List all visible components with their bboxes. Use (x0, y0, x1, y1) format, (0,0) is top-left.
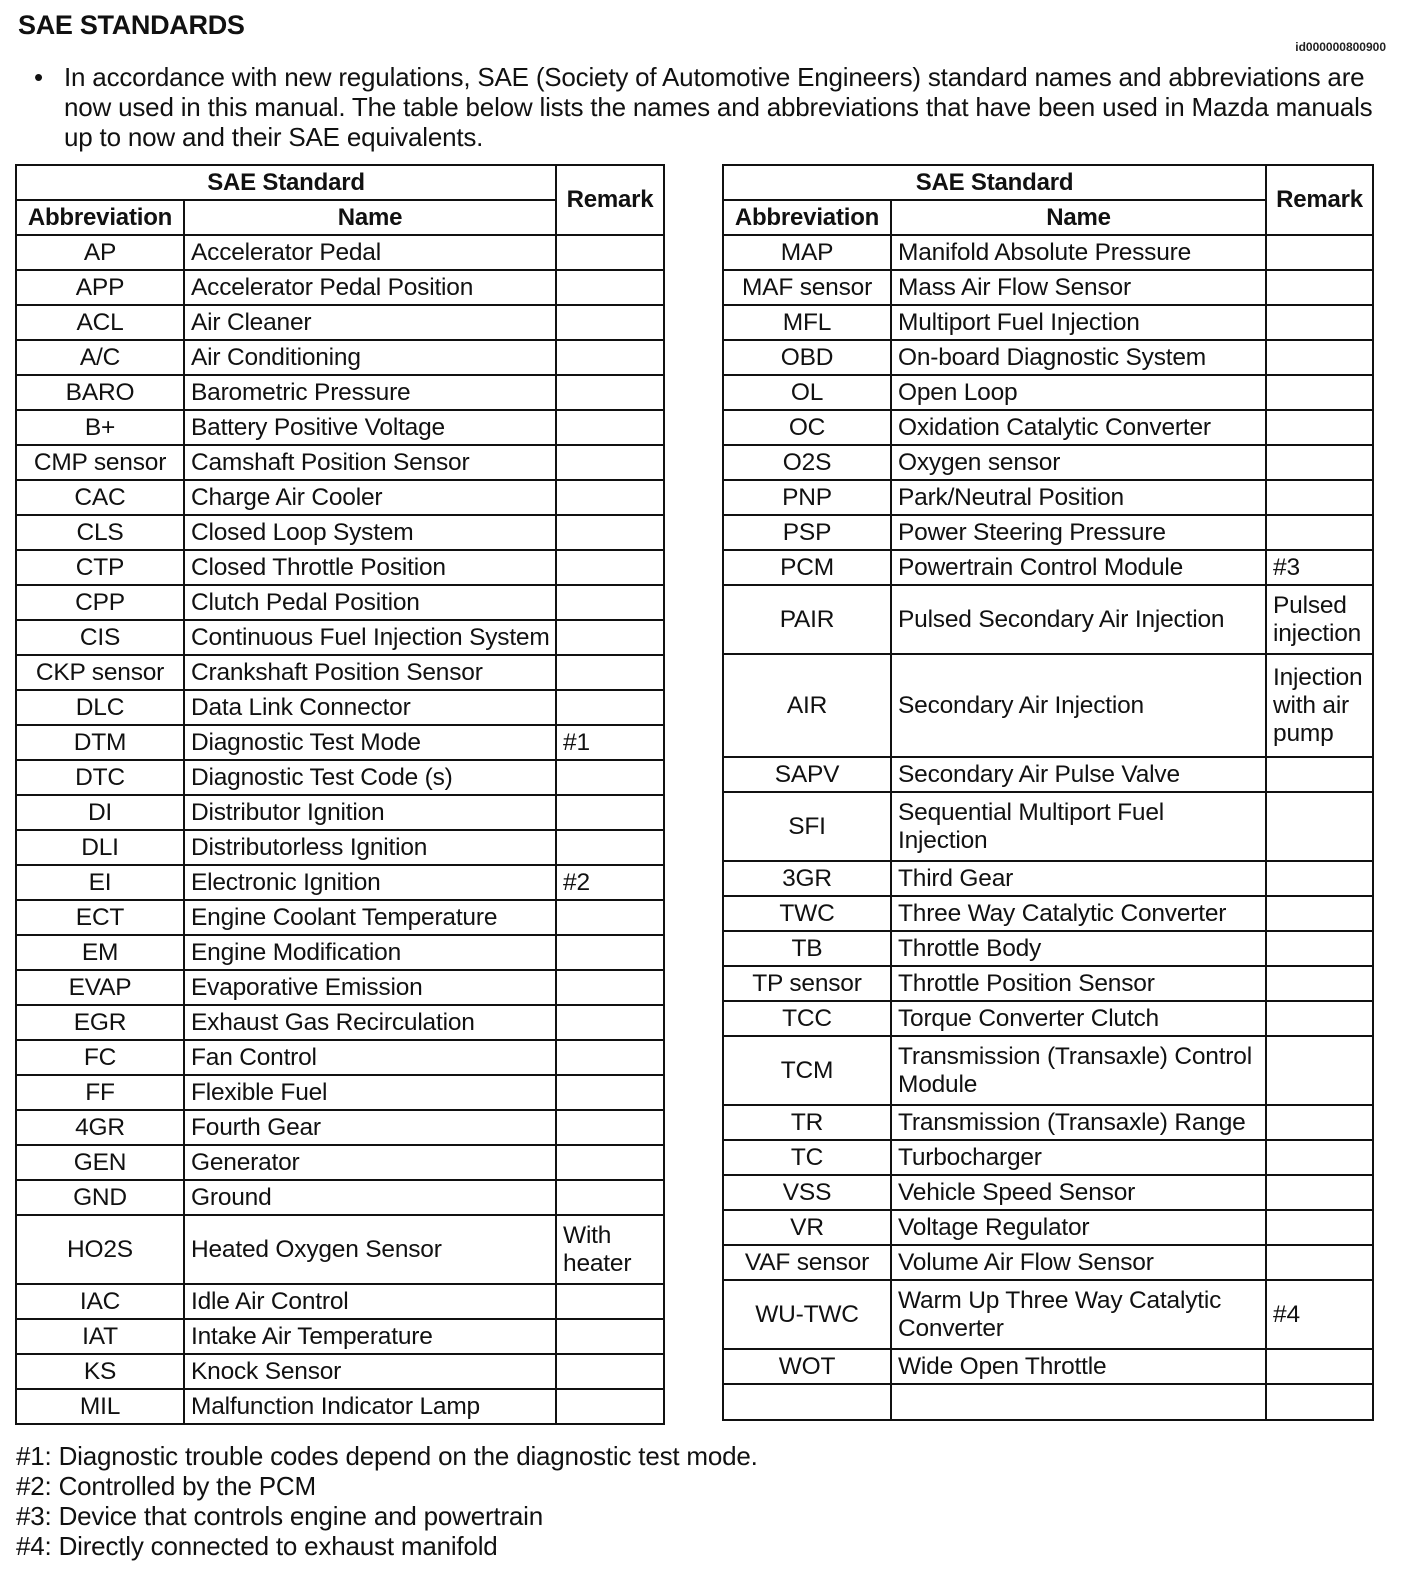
table-row (16, 655, 664, 690)
remark-cell (556, 655, 664, 690)
abbreviation-cell: TP sensor (723, 966, 891, 1001)
name-cell: Volume Air Flow Sensor (891, 1245, 1266, 1280)
name-cell: Generator (184, 1145, 556, 1180)
abbreviation-cell: CIS (16, 620, 184, 655)
table-row (16, 935, 664, 970)
abbreviation-cell: MIL (16, 1389, 184, 1424)
remark-cell (556, 585, 664, 620)
abbreviation-cell: KS (16, 1354, 184, 1389)
abbreviation-cell: OL (723, 375, 891, 410)
remark-cell (556, 305, 664, 340)
abbreviation-cell: PCM (723, 550, 891, 585)
name-cell: Knock Sensor (184, 1354, 556, 1389)
table-row (723, 861, 1373, 896)
abbreviation-cell: VAF sensor (723, 1245, 891, 1280)
footnotes (16, 1441, 758, 1561)
name-cell: Open Loop (891, 375, 1266, 410)
remark-cell (556, 620, 664, 655)
remark-cell (556, 1389, 664, 1424)
name-cell: Multiport Fuel Injection (891, 305, 1266, 340)
table-row (16, 620, 664, 655)
table-row (723, 480, 1373, 515)
name-cell: Charge Air Cooler (184, 480, 556, 515)
remark-cell (1266, 515, 1373, 550)
abbreviation-cell: MFL (723, 305, 891, 340)
bullet-icon: • (34, 62, 43, 92)
remark-cell (556, 340, 664, 375)
name-cell: On-board Diagnostic System (891, 340, 1266, 375)
name-cell: Accelerator Pedal (184, 235, 556, 270)
name-cell: Park/Neutral Position (891, 480, 1266, 515)
abbreviation-cell: VR (723, 1210, 891, 1245)
table-row (723, 1245, 1373, 1280)
table-row (16, 1110, 664, 1145)
table-row (723, 1210, 1373, 1245)
remark-cell (1266, 235, 1373, 270)
abbreviation-cell: IAC (16, 1284, 184, 1319)
abbreviation-cell: PSP (723, 515, 891, 550)
remark-cell (1266, 1036, 1373, 1105)
remark-cell (556, 1319, 664, 1354)
table-row (723, 792, 1373, 861)
abbreviation-cell: MAF sensor (723, 270, 891, 305)
abbreviation-cell: TWC (723, 896, 891, 931)
remark-cell: With heater (556, 1215, 664, 1284)
remark-cell (556, 760, 664, 795)
name-cell: Exhaust Gas Recirculation (184, 1005, 556, 1040)
remark-cell: #1 (556, 725, 664, 760)
remark-cell (1266, 792, 1373, 861)
abbreviation-cell: B+ (16, 410, 184, 445)
abbreviation-cell: VSS (723, 1175, 891, 1210)
abbreviation-cell: DLC (16, 690, 184, 725)
header-name: Name (891, 200, 1266, 235)
name-cell: Manifold Absolute Pressure (891, 235, 1266, 270)
name-cell: Malfunction Indicator Lamp (184, 1389, 556, 1424)
table-row (723, 235, 1373, 270)
name-cell: Camshaft Position Sensor (184, 445, 556, 480)
table-row (16, 235, 664, 270)
abbreviation-cell: CMP sensor (16, 445, 184, 480)
abbreviation-cell: CKP sensor (16, 655, 184, 690)
remark-cell (1266, 1175, 1373, 1210)
name-cell: Heated Oxygen Sensor (184, 1215, 556, 1284)
name-cell: Pulsed Secondary Air Injection (891, 585, 1266, 654)
remark-cell (1266, 931, 1373, 966)
name-cell: Crankshaft Position Sensor (184, 655, 556, 690)
name-cell: Idle Air Control (184, 1284, 556, 1319)
header-remark: Remark (556, 165, 664, 235)
name-cell: Torque Converter Clutch (891, 1001, 1266, 1036)
name-cell: Power Steering Pressure (891, 515, 1266, 550)
abbreviation-cell: MAP (723, 235, 891, 270)
name-cell: Third Gear (891, 861, 1266, 896)
table-row (723, 445, 1373, 480)
page-title: SAE STANDARDS (18, 10, 245, 40)
table-row (16, 305, 664, 340)
table-row (16, 795, 664, 830)
name-cell (891, 1384, 1266, 1420)
abbreviation-cell: SFI (723, 792, 891, 861)
table-row (16, 1145, 664, 1180)
name-cell: Transmission (Transaxle) Range (891, 1105, 1266, 1140)
name-cell: Air Cleaner (184, 305, 556, 340)
name-cell: Electronic Ignition (184, 865, 556, 900)
table-row (16, 1319, 664, 1354)
remark-cell (1266, 1245, 1373, 1280)
remark-cell (556, 1354, 664, 1389)
remark-cell (556, 1040, 664, 1075)
name-cell: Distributor Ignition (184, 795, 556, 830)
abbreviation-cell: PNP (723, 480, 891, 515)
remark-cell (556, 1110, 664, 1145)
right-table-body (723, 235, 1373, 1420)
abbreviation-cell: AP (16, 235, 184, 270)
name-cell: Data Link Connector (184, 690, 556, 725)
header-abbreviation: Abbreviation (723, 200, 891, 235)
remark-cell (1266, 1384, 1373, 1420)
header-sae-standard: SAE Standard (723, 165, 1266, 200)
footnote-3: #3: Device that controls engine and powertrain (16, 1501, 544, 1531)
remark-cell (556, 1145, 664, 1180)
footnote-4: #4: Directly connected to exhaust manifold (16, 1531, 498, 1561)
table-row (723, 896, 1373, 931)
table-row (723, 1036, 1373, 1105)
remark-cell: #2 (556, 865, 664, 900)
abbreviation-cell: HO2S (16, 1215, 184, 1284)
name-cell: Secondary Air Injection (891, 654, 1266, 757)
name-cell: Throttle Body (891, 931, 1266, 966)
left-table-body (16, 235, 664, 1424)
sae-table-right (722, 164, 1374, 1421)
name-cell: Distributorless Ignition (184, 830, 556, 865)
table-row (723, 1105, 1373, 1140)
abbreviation-cell: IAT (16, 1319, 184, 1354)
name-cell: Intake Air Temperature (184, 1319, 556, 1354)
name-cell: Throttle Position Sensor (891, 966, 1266, 1001)
abbreviation-cell: BARO (16, 375, 184, 410)
sae-table-left (15, 164, 665, 1425)
intro-text: In accordance with new regulations, SAE (Society of Automotive Engineers) standard names and abbreviations are now used in this manual. The table below lists the names and abbreviations that have been used in Mazda manuals up to now and their SAE equivalents. (64, 62, 1373, 152)
footnote-2: #2: Controlled by the PCM (16, 1471, 316, 1501)
remark-cell (1266, 1210, 1373, 1245)
abbreviation-cell: A/C (16, 340, 184, 375)
abbreviation-cell: DTM (16, 725, 184, 760)
remark-cell (556, 375, 664, 410)
name-cell: Mass Air Flow Sensor (891, 270, 1266, 305)
remark-cell (556, 795, 664, 830)
name-cell: Battery Positive Voltage (184, 410, 556, 445)
abbreviation-cell: EGR (16, 1005, 184, 1040)
remark-cell (1266, 966, 1373, 1001)
abbreviation-cell: SAPV (723, 757, 891, 792)
remark-cell: Injection with air pump (1266, 654, 1373, 757)
table-row (723, 1001, 1373, 1036)
table-row (723, 1175, 1373, 1210)
remark-cell (1266, 270, 1373, 305)
remark-cell (1266, 1001, 1373, 1036)
name-cell: Oxygen sensor (891, 445, 1266, 480)
table-row (16, 1389, 664, 1424)
name-cell: Vehicle Speed Sensor (891, 1175, 1266, 1210)
table-row (16, 1180, 664, 1215)
remark-cell (556, 690, 664, 725)
remark-cell (1266, 1105, 1373, 1140)
table-row (16, 900, 664, 935)
abbreviation-cell: CAC (16, 480, 184, 515)
table-row (723, 550, 1373, 585)
table-row (723, 966, 1373, 1001)
table-row (723, 931, 1373, 966)
remark-cell (556, 970, 664, 1005)
footnote-1: #1: Diagnostic trouble codes depend on the diagnostic test mode. (16, 1441, 758, 1471)
abbreviation-cell: AIR (723, 654, 891, 757)
remark-cell (556, 410, 664, 445)
abbreviation-cell: FF (16, 1075, 184, 1110)
remark-cell (556, 900, 664, 935)
name-cell: Engine Coolant Temperature (184, 900, 556, 935)
header-name: Name (184, 200, 556, 235)
table-row (723, 515, 1373, 550)
abbreviation-cell: GEN (16, 1145, 184, 1180)
header-abbreviation: Abbreviation (16, 200, 184, 235)
remark-cell (1266, 480, 1373, 515)
table-row (16, 375, 664, 410)
remark-cell (1266, 1349, 1373, 1384)
abbreviation-cell: WOT (723, 1349, 891, 1384)
name-cell: Barometric Pressure (184, 375, 556, 410)
name-cell: Sequential Multiport Fuel Injection (891, 792, 1266, 861)
table-row (723, 585, 1373, 654)
remark-cell (556, 830, 664, 865)
table-row (16, 445, 664, 480)
table-row (16, 1284, 664, 1319)
remark-cell (556, 445, 664, 480)
intro-paragraph (34, 62, 1384, 152)
abbreviation-cell: OBD (723, 340, 891, 375)
remark-cell (1266, 757, 1373, 792)
name-cell: Closed Throttle Position (184, 550, 556, 585)
table-row (16, 1354, 664, 1389)
table-row (723, 1140, 1373, 1175)
table-row (16, 1040, 664, 1075)
name-cell: Closed Loop System (184, 515, 556, 550)
remark-cell (556, 1005, 664, 1040)
header-sae-standard: SAE Standard (16, 165, 556, 200)
abbreviation-cell: DTC (16, 760, 184, 795)
table-row (16, 515, 664, 550)
remark-cell (1266, 1140, 1373, 1175)
name-cell: Engine Modification (184, 935, 556, 970)
table-row (16, 865, 664, 900)
name-cell: Evaporative Emission (184, 970, 556, 1005)
name-cell: Warm Up Three Way Catalytic Converter (891, 1280, 1266, 1349)
name-cell: Fourth Gear (184, 1110, 556, 1145)
table-row (723, 1280, 1373, 1349)
table-row (16, 725, 664, 760)
table-row (16, 340, 664, 375)
abbreviation-cell: ECT (16, 900, 184, 935)
abbreviation-cell: TCM (723, 1036, 891, 1105)
abbreviation-cell: TB (723, 931, 891, 966)
abbreviation-cell: CLS (16, 515, 184, 550)
table-row (723, 270, 1373, 305)
remark-cell (1266, 861, 1373, 896)
remark-cell (1266, 305, 1373, 340)
header-remark: Remark (1266, 165, 1373, 235)
remark-cell (556, 1075, 664, 1110)
table-row (16, 970, 664, 1005)
name-cell: Air Conditioning (184, 340, 556, 375)
remark-cell (1266, 340, 1373, 375)
abbreviation-cell: DI (16, 795, 184, 830)
remark-cell (556, 1284, 664, 1319)
remark-cell: Pulsed injection (1266, 585, 1373, 654)
table-row (16, 270, 664, 305)
name-cell: Accelerator Pedal Position (184, 270, 556, 305)
table-row (723, 305, 1373, 340)
abbreviation-cell: CPP (16, 585, 184, 620)
name-cell: Fan Control (184, 1040, 556, 1075)
table-row (723, 340, 1373, 375)
table-row (723, 410, 1373, 445)
table-row (723, 654, 1373, 757)
remark-cell (1266, 410, 1373, 445)
abbreviation-cell: FC (16, 1040, 184, 1075)
name-cell: Diagnostic Test Mode (184, 725, 556, 760)
name-cell: Clutch Pedal Position (184, 585, 556, 620)
name-cell: Continuous Fuel Injection System (184, 620, 556, 655)
table-row (16, 1005, 664, 1040)
abbreviation-cell: APP (16, 270, 184, 305)
abbreviation-cell: OC (723, 410, 891, 445)
name-cell: Flexible Fuel (184, 1075, 556, 1110)
table-row (723, 1349, 1373, 1384)
abbreviation-cell: TC (723, 1140, 891, 1175)
abbreviation-cell: CTP (16, 550, 184, 585)
name-cell: Oxidation Catalytic Converter (891, 410, 1266, 445)
name-cell: Powertrain Control Module (891, 550, 1266, 585)
remark-cell (556, 480, 664, 515)
abbreviation-cell: ACL (16, 305, 184, 340)
document-id: id000000800900 (1295, 40, 1386, 54)
abbreviation-cell: 4GR (16, 1110, 184, 1145)
table-row (16, 830, 664, 865)
abbreviation-cell: EI (16, 865, 184, 900)
remark-cell (1266, 896, 1373, 931)
remark-cell (556, 515, 664, 550)
remark-cell (556, 235, 664, 270)
abbreviation-cell: DLI (16, 830, 184, 865)
table-row (16, 1215, 664, 1284)
name-cell: Ground (184, 1180, 556, 1215)
abbreviation-cell: WU-TWC (723, 1280, 891, 1349)
table-row (723, 375, 1373, 410)
remark-cell (556, 935, 664, 970)
abbreviation-cell: 3GR (723, 861, 891, 896)
table-row (16, 550, 664, 585)
remark-cell (556, 550, 664, 585)
table-row (16, 1075, 664, 1110)
table-row (16, 480, 664, 515)
remark-cell (556, 1180, 664, 1215)
name-cell: Voltage Regulator (891, 1210, 1266, 1245)
abbreviation-cell (723, 1384, 891, 1420)
name-cell: Transmission (Transaxle) Control Module (891, 1036, 1266, 1105)
name-cell: Wide Open Throttle (891, 1349, 1266, 1384)
abbreviation-cell: GND (16, 1180, 184, 1215)
abbreviation-cell: TR (723, 1105, 891, 1140)
table-row (16, 410, 664, 445)
remark-cell: #3 (1266, 550, 1373, 585)
remark-cell (1266, 445, 1373, 480)
table-row (723, 757, 1373, 792)
name-cell: Diagnostic Test Code (s) (184, 760, 556, 795)
name-cell: Secondary Air Pulse Valve (891, 757, 1266, 792)
table-row (16, 585, 664, 620)
abbreviation-cell: PAIR (723, 585, 891, 654)
remark-cell (1266, 375, 1373, 410)
abbreviation-cell: EM (16, 935, 184, 970)
table-row (16, 760, 664, 795)
abbreviation-cell: TCC (723, 1001, 891, 1036)
abbreviation-cell: O2S (723, 445, 891, 480)
table-row (723, 1384, 1373, 1420)
remark-cell (556, 270, 664, 305)
abbreviation-cell: EVAP (16, 970, 184, 1005)
remark-cell: #4 (1266, 1280, 1373, 1349)
table-row (16, 690, 664, 725)
name-cell: Turbocharger (891, 1140, 1266, 1175)
name-cell: Three Way Catalytic Converter (891, 896, 1266, 931)
